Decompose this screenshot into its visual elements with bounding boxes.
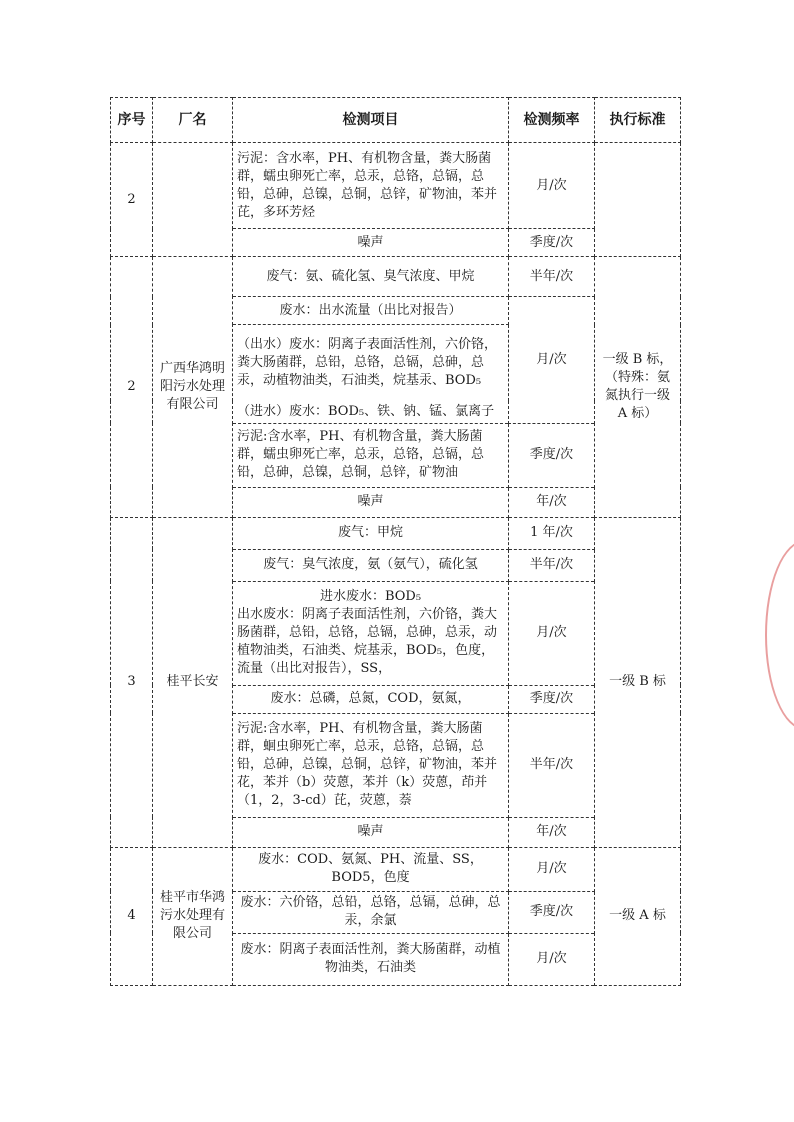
g2-r1-freq: 半年/次 (509, 257, 595, 297)
header-seq: 序号 (111, 98, 153, 143)
g2-r3-freq: 月/次 (509, 297, 595, 424)
table-row (111, 517, 681, 549)
g4-r2-items: 废水：六价铬，总铅，总铬，总镉，总砷，总汞，余氯 (233, 891, 509, 933)
g2-r3b-items: （进水）废水：BOD₅、铁、钠、锰、氯离子 (233, 401, 509, 424)
g4-r1-items: 废水：COD、氨氮、PH、流量、SS，BOD5，色度 (233, 847, 509, 891)
header-items: 检测项目 (233, 98, 509, 143)
header-standard: 执行标准 (595, 98, 681, 143)
red-seal-stamp (765, 540, 794, 730)
g3-r5-freq: 半年/次 (509, 713, 595, 817)
g1-seq: 2 (111, 143, 153, 257)
g4-r1-freq: 月/次 (509, 847, 595, 891)
g4-factory: 桂平市华鸿污水处理有限公司 (153, 847, 233, 985)
g3-r6-items: 噪声 (233, 817, 509, 847)
g1-factory (153, 143, 233, 257)
g3-r1-items: 废气：甲烷 (233, 517, 509, 549)
g2-r2-items: 废水：出水流量（出比对报告） (233, 297, 509, 325)
monitoring-table (110, 97, 681, 986)
g4-r3-items: 废水：阴离子表面活性剂，粪大肠菌群，动植物油类，石油类 (233, 933, 509, 985)
g1-r1-items: 污泥：含水率，PH、有机物含量，粪大肠菌群，蠕虫卵死亡率，总汞，总铬，总镉，总铅，总砷，总镍，总铜，总锌，矿物油，苯并芘，多环芳烃 (233, 143, 509, 229)
table-row (111, 143, 681, 229)
g2-r4-freq: 季度/次 (509, 423, 595, 487)
g2-r5-items: 噪声 (233, 487, 509, 517)
g2-r5-freq: 年/次 (509, 487, 595, 517)
g3-seq: 3 (111, 517, 153, 847)
g3-r6-freq: 年/次 (509, 817, 595, 847)
g3-r4-items: 废水：总磷，总氮，COD，氨氮， (233, 685, 509, 713)
g2-factory: 广西华鸿明阳污水处理有限公司 (153, 257, 233, 518)
header-freq: 检测频率 (509, 98, 595, 143)
header-row (111, 98, 681, 143)
g2-r4-items: 污泥:含水率，PH、有机物含量，粪大肠菌群，蠕虫卵死亡率，总汞，总铬，总镉，总铅，总砷，总镍，总铜，总锌，矿物油 (233, 423, 509, 487)
g2-r3-items: （出水）废水：阴离子表面活性剂，六价铬，粪大肠菌群，总铅，总铬，总镉，总砷，总汞，动植物油类，石油类，烷基汞、BOD₅ (233, 325, 509, 401)
g4-standard: 一级 A 标 (595, 847, 681, 985)
g3-r3b-items: 出水废水：阴离子表面活性剂，六价铬，粪大肠菌群，总铅，总铬，总镉，总砷，总汞，动植物油类，石油类、烷基汞，BOD₅，色度，流量（出比对报告），SS， (237, 607, 498, 676)
g1-r2-freq: 季度/次 (509, 229, 595, 257)
g3-r3-items (233, 581, 509, 685)
g3-r2-items: 废气：臭气浓度，氨（氨气），硫化氢 (233, 549, 509, 581)
header-factory: 厂名 (153, 98, 233, 143)
g3-r2-freq: 半年/次 (509, 549, 595, 581)
g3-factory: 桂平长安 (153, 517, 233, 847)
g3-r5-items: 污泥:含水率，PH、有机物含量，粪大肠菌群，蛔虫卵死亡率，总汞，总铬，总镉，总铅，总砷，总镍，总铜，总锌，矿物油，苯并花，苯并（b）荧蒽，苯并（k）荧蒽，茚并（1，2，3-cd）芘，荧蒽，萘 (233, 713, 509, 817)
g4-r2-freq: 季度/次 (509, 891, 595, 933)
g3-r3a-items: 进水废水：BOD₅ (319, 589, 422, 604)
g2-r1-items: 废气：氨、硫化氢、臭气浓度、甲烷 (233, 257, 509, 297)
g2-seq: 2 (111, 257, 153, 518)
table-row (111, 257, 681, 297)
g1-standard (595, 143, 681, 257)
g4-seq: 4 (111, 847, 153, 985)
g3-r4-freq: 季度/次 (509, 685, 595, 713)
g1-r1-freq: 月/次 (509, 143, 595, 229)
g2-standard: 一级 B 标，（特殊：氨氮执行一级 A 标） (595, 257, 681, 518)
g3-r1-freq: 1 年/次 (509, 517, 595, 549)
g1-r2-items: 噪声 (233, 229, 509, 257)
g3-standard: 一级 B 标 (595, 517, 681, 847)
table-row (111, 847, 681, 891)
g3-r3-freq: 月/次 (509, 581, 595, 685)
g4-r3-freq: 月/次 (509, 933, 595, 985)
